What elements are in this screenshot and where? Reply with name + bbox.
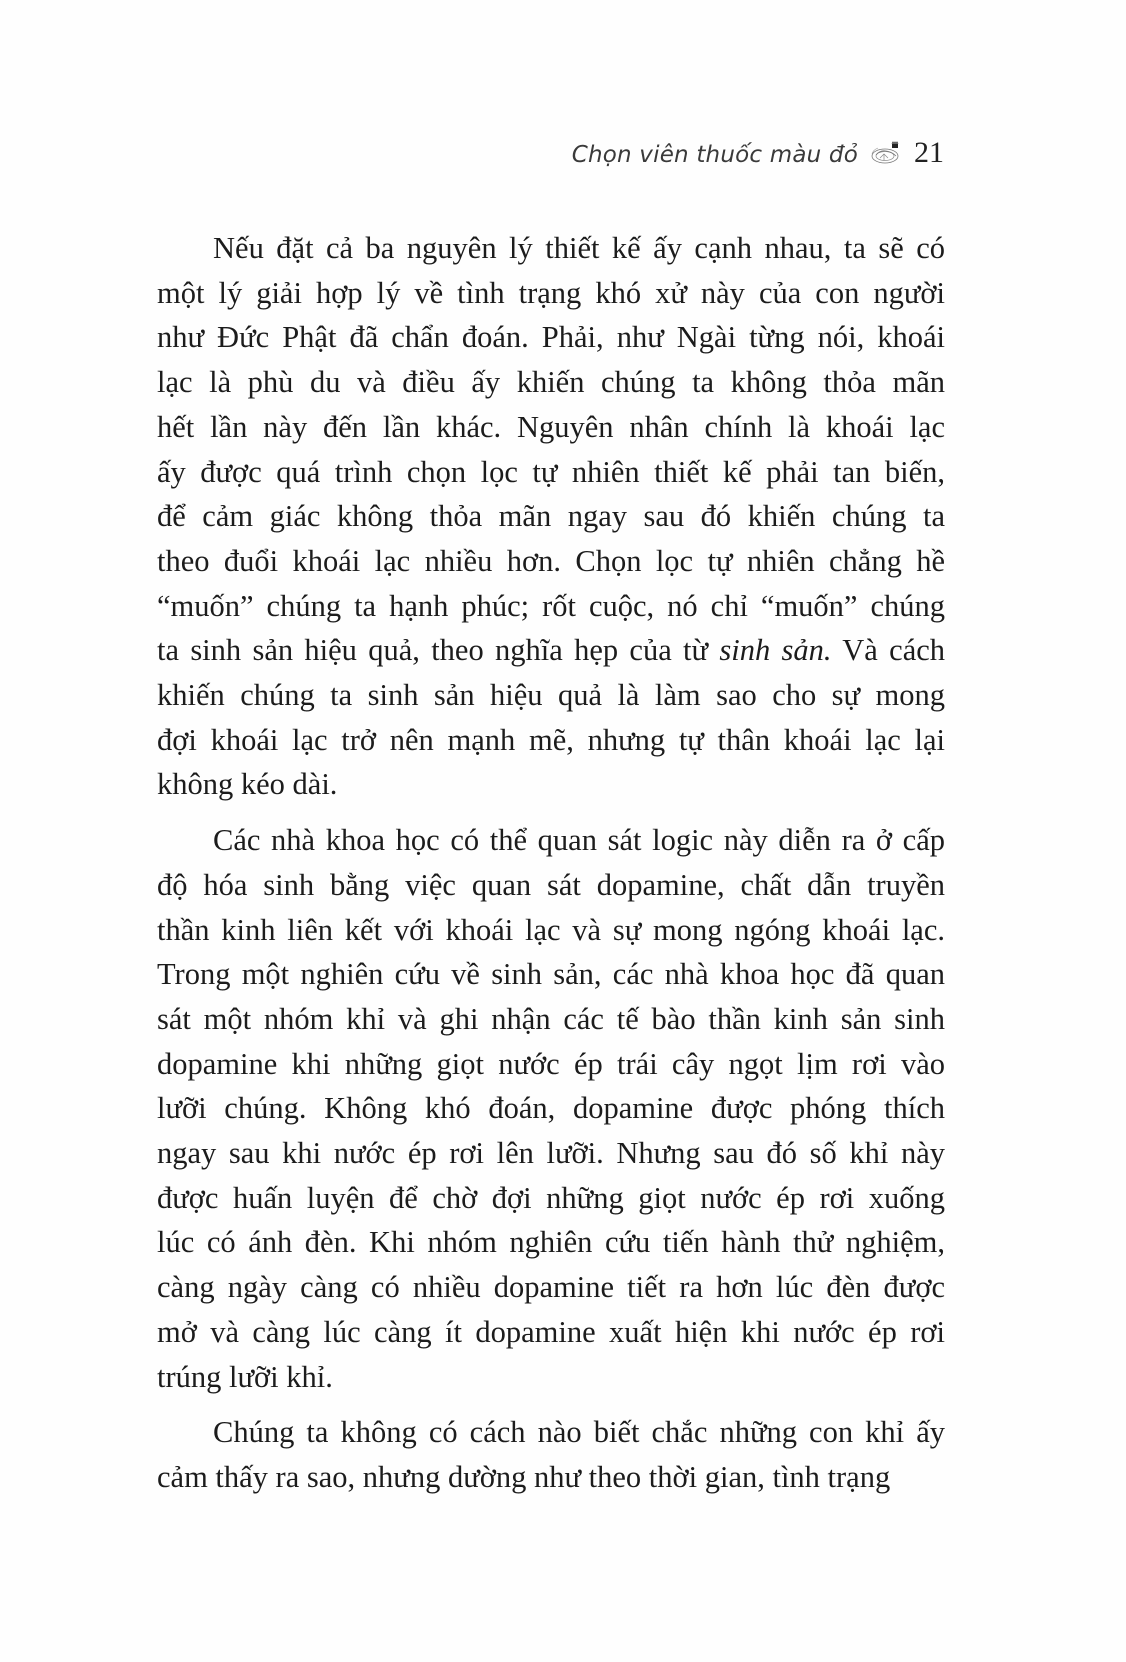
text-line: một lý giải hợp lý về tình trạng khó xử này của con người xyxy=(157,275,945,310)
text-line: Trong một nghiên cứu về sinh sản, các nhà khoa học đã quan xyxy=(157,957,945,992)
text-line: mở và càng lúc càng ít dopamine xuất hiện khi nước ép rơi xyxy=(157,1314,945,1349)
text-run: ta sinh sản hiệu quả, theo nghĩa hẹp của từ xyxy=(157,633,720,668)
text-line: dopamine khi những giọt nước ép trái cây ngọt lịm rơi vào xyxy=(157,1046,945,1081)
text-line: theo đuổi khoái lạc nhiều hơn. Chọn lọc tự nhiên chẳng hề xyxy=(157,543,945,578)
text-line: ấy được quá trình chọn lọc tự nhiên thiết kế phải tan biến, xyxy=(157,454,945,489)
text-line: để cảm giác không thỏa mãn ngay sau đó khiến chúng ta xyxy=(157,499,945,534)
text-line: ngay sau khi nước ép rơi lên lưỡi. Nhưng sau đó số khỉ này xyxy=(157,1136,945,1170)
text-run: Và cách xyxy=(831,633,946,668)
text-line: Chúng ta không có cách nào biết chắc những con khỉ ấy xyxy=(213,1415,945,1450)
text-line: thần kinh liên kết với khoái lạc và sự mong ngóng khoái lạc. xyxy=(157,912,945,947)
text-line: khiến chúng ta sinh sản hiệu quả là làm sao cho sự mong xyxy=(157,678,945,712)
lotus-ornament-icon xyxy=(870,141,902,165)
running-head xyxy=(560,136,944,176)
text-line xyxy=(157,628,945,673)
text-line: lưỡi chúng. Không khó đoán, dopamine được phóng thích xyxy=(157,1091,945,1126)
text-line: lạc là phù du và điều ấy khiến chúng ta không thỏa mãn xyxy=(157,365,945,400)
text-line: được huấn luyện để chờ đợi những giọt nước ép rơi xuống xyxy=(157,1180,945,1215)
chapter-title: Chọn viên thuốc màu đỏ xyxy=(571,142,858,168)
text-line: không kéo dài. xyxy=(157,767,338,802)
text-line: Các nhà khoa học có thể quan sát logic này diễn ra ở cấp xyxy=(213,823,945,858)
text-line: độ hóa sinh bằng việc quan sát dopamine, chất dẫn truyền xyxy=(157,867,945,902)
text-line: như Đức Phật đã chẩn đoán. Phải, như Ngài từng nói, khoái xyxy=(157,320,945,355)
text-line: Nếu đặt cả ba nguyên lý thiết kế ấy cạnh nhau, ta sẽ có xyxy=(213,231,945,265)
text-line: càng ngày càng có nhiều dopamine tiết ra hơn lúc đèn được xyxy=(157,1270,945,1305)
text-line: sát một nhóm khỉ và ghi nhận các tế bào thần kinh sản sinh xyxy=(157,1001,945,1036)
page-number: 21 xyxy=(914,136,944,169)
italic-term: sinh sản. xyxy=(719,633,832,668)
text-line: hết lần này đến lần khác. Nguyên nhân chính là khoái lạc xyxy=(157,409,945,444)
text-line: trúng lưỡi khỉ. xyxy=(157,1359,333,1394)
text-line: cảm thấy ra sao, nhưng dường như theo thời gian, tình trạng xyxy=(157,1459,891,1494)
text-line: đợi khoái lạc trở nên mạnh mẽ, nhưng tự thân khoái lạc lại xyxy=(157,722,945,757)
text-line: “muốn” chúng ta hạnh phúc; rốt cuộc, nó chỉ “muốn” chúng xyxy=(157,588,945,623)
text-line: lúc có ánh đèn. Khi nhóm nghiên cứu tiến hành thử nghiệm, xyxy=(157,1225,945,1260)
